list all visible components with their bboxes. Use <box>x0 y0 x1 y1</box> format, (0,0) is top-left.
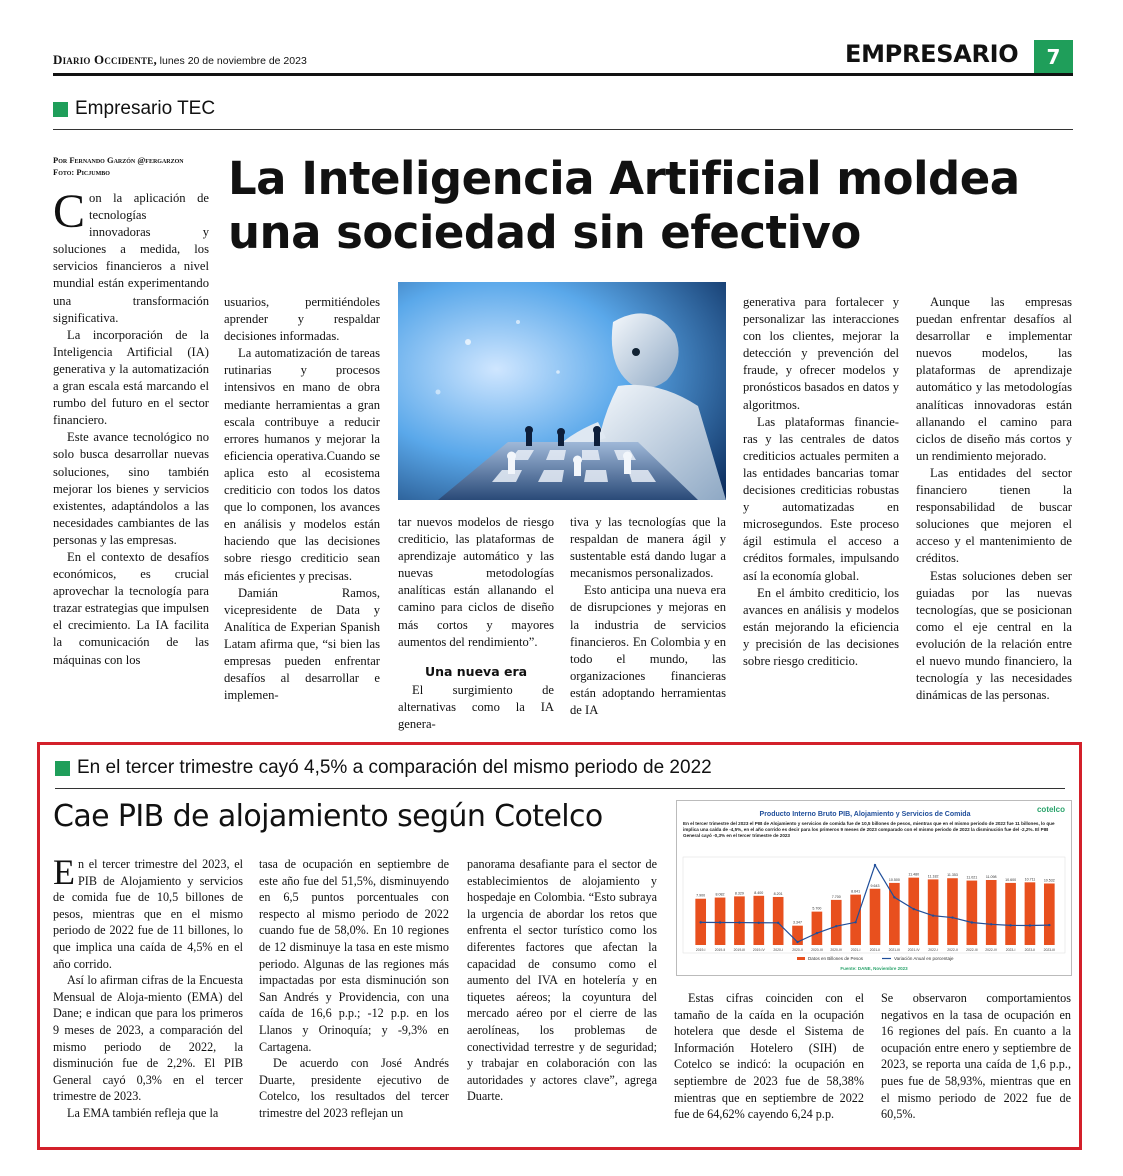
chart-line-point <box>932 914 934 916</box>
chart-bar <box>850 895 861 945</box>
chart-line-point <box>854 921 856 923</box>
column-paragraph: panorama desafiante para el sector de establecimientos de alojamiento y hospedaje en Colombia. “Esto subraya la urgencia de abordar los retos que enfrenta el sector turístico como los diferentes factores que afectan la capacidad de consumo como el aumento del IVA en hotelería y en tiquetes aéreos; la coyuntura del mercado aéreo por el cierre de las aerolíneas, los problemas de conectividad terrestre y de seguridad; y trabajar en colaboración con las autoridades y actores clave”, agrega Duarte. <box>467 857 657 1104</box>
section-label <box>53 98 215 120</box>
chart-bar <box>1005 883 1016 945</box>
x-tick-label: 2023-I <box>1005 948 1016 952</box>
green-square-icon <box>53 102 68 117</box>
chart-line-point <box>893 896 895 898</box>
chart-line-point <box>699 921 701 923</box>
masthead-rule <box>53 73 1073 76</box>
chart-bar <box>1025 882 1036 945</box>
chart-bar <box>908 878 919 945</box>
column-paragraph: El surgimiento de alternativas como la IA genera- <box>398 682 554 732</box>
column-paragraph: Damián Ramos, vicepresidente de Data y Analítica de Experian Spanish Latam afirma que, “si bien las empresas pueden enfrentar desafíos al desarrollar e implemen- <box>224 585 380 703</box>
x-tick-label: 2020-I <box>773 948 783 952</box>
x-tick-label: 2022-IV <box>985 948 998 952</box>
bar-value-label: 10.532 <box>1043 878 1055 883</box>
x-tick-label: 2020-IV <box>830 948 843 952</box>
x-tick-label: 2021-I <box>850 948 861 952</box>
chart-bar <box>734 896 745 945</box>
chart-line-point <box>777 922 779 924</box>
column-paragraph: En el ámbito crediticio, los avances en análisis y modelos están mejorando la eficiencia y precisión de las decisiones sobre riesgo crediticio. <box>743 585 899 668</box>
column-paragraph: usuarios, permitiéndoles aprender y respaldar decisiones informadas. <box>224 295 380 344</box>
chart-bar <box>715 898 726 945</box>
x-tick-label: 2021-II <box>869 948 881 952</box>
newspaper-name: Diario Occidente, <box>53 52 157 67</box>
column-paragraph: Se observaron comportamientos negativos en la tasa de ocupación en 16 regiones del país. En cuanto a la ocupación entre enero y septiembre de 2023, se reporta una caída de 1,6 p.p., pues fue de 58,93%, mientras que en el mismo periodo de 2022 fue de 60,5%. <box>881 991 1071 1122</box>
chart-bar <box>812 912 823 945</box>
article-headline <box>228 152 1073 260</box>
column-paragraph: Estas cifras coinciden con el tamaño de la caída en la ocupación hotelera que desde el Sistema de Información Hotelero (SIH) de Cotelco se indicó: la ocupación en septiembre de 2023 fue de 58,38% mientras que en septiembre de 2022 fue de 64,62% cayendo 6,24 p.p. <box>674 991 864 1122</box>
bar-value-label: 8.329 <box>734 891 744 896</box>
column-paragraph: Aunque las empresas puedan enfrentar desafíos al desarrollar e implementar nuevos modelos, las plataformas de aprendizaje automático y las metodologías analíticas innovadoras están allanando el camino para ciclos de diseño más cortos y un rendimiento mejorado. <box>916 295 1072 463</box>
column-paragraph: Esto anticipa una nueva era de disrupciones y mejoras en la industria de servicios financieros. En Colombia y en todo el mundo, las organizaciones financieras están adoptando herramientas de IA <box>570 583 726 718</box>
robot-chess-photo <box>398 282 726 500</box>
x-tick-label: 2019-II <box>714 948 726 952</box>
column-paragraph: La EMA también refleja que la <box>67 1105 219 1120</box>
chart-line-point <box>738 921 740 923</box>
chart-line-point <box>719 921 721 923</box>
drop-cap: C <box>53 190 86 238</box>
article2-column-2 <box>259 856 449 1138</box>
x-tick-label: 2020-II <box>792 948 803 952</box>
headline-line-2: una sociedad sin efectivo <box>228 206 861 259</box>
bar-value-label: 5.700 <box>812 906 822 911</box>
chart-line-point <box>874 864 876 866</box>
column-paragraph: Las plataformas financie-ras y las centrales de datos crediticios actuales permiten a las entidades bancarias tomar decisiones crediticias robustas y automatizadas en microsegundos. Este proceso ágil estimula el acceso a créditos formales, impulsando así la economía global. <box>743 414 899 583</box>
article2-column-4 <box>674 990 864 1138</box>
x-tick-label: 2023-II <box>1024 948 1036 952</box>
article2-headline: Cae PIB de alojamiento según Cotelco <box>53 799 603 834</box>
x-tick-label: 2022-I <box>928 948 938 952</box>
chart-line-point <box>951 916 953 918</box>
bar-value-label: 11.098 <box>985 874 997 879</box>
column-paragraph: Las entidades del sector financiero tienen la responsabilidad de buscar soluciones que mejoren el acceso y el mantenimiento de créditos. <box>916 465 1072 566</box>
bar-value-label: 11.021 <box>966 875 978 880</box>
article2-kicker-text: En el tercer trimestre cayó 4,5% a comparación del mismo periodo de 2022 <box>77 757 712 778</box>
chart-line-point <box>971 921 973 923</box>
bar-value-label: 8.641 <box>851 889 861 894</box>
chart-bar <box>870 889 881 945</box>
drop-cap: E <box>53 856 75 892</box>
subheading: Una nueva era <box>424 663 528 679</box>
column-paragraph: Así lo afirman cifras de la Encuesta Mensual de Aloja-miento (EMA) del Dane; e indican que para los primeros 9 meses de 2023, a comparación del mismo periodo de 2022, la disminución fue de 2,2%. El PIB General cayó 0,3% en el tercer trimestre de 2023. <box>53 973 243 1104</box>
bar-value-label: 10.500 <box>888 877 900 882</box>
column-paragraph: La automatización de tareas rutinarias y procesos intensivos en mano de obra mediante herramientas a gran escala contribuye a reducir errores humanos y mejorar la eficiencia operativa.Cuando se aplica esto al ecosistema crediticio con todos los datos que lo componen, los avances en análisis y modelos están haciendo que las decisiones sobre riesgo crediticio sean más eficientes y precisas. <box>224 346 380 583</box>
bar-value-label: 11.353 <box>947 873 958 878</box>
chart-line-point <box>758 922 760 924</box>
chart-logo: cotelco <box>1036 805 1065 814</box>
section-title: EMPRESARIO <box>845 40 1019 68</box>
bar-value-label: 10.600 <box>1005 877 1017 882</box>
x-tick-label: 2022-II <box>947 948 958 952</box>
chart-bar <box>967 881 978 945</box>
bar-value-label: 11.182 <box>927 874 939 879</box>
column-paragraph: tiva y las tecnologías que la respaldan de manera ágil y sustentable está dando lugar a mecanismos personalizados. <box>570 515 726 581</box>
column-paragraph: Estas soluciones deben ser guiadas por las nuevas tecnologías, que se posicionan como el eje central en la evolución de la relación entre el nuevo mundo financiero, la tecnología y las necesidades dinámicas de las personas. <box>916 568 1072 703</box>
chart-line-point <box>1048 924 1050 926</box>
page-number: 7 <box>1034 40 1073 73</box>
chart-bar <box>753 896 764 945</box>
chart-line-point <box>796 941 798 943</box>
column-paragraph: De acuerdo con José Andrés Duarte, presidente ejecutivo de Cotelco, los resultados del tercer trimestre del 2023 reflejan un <box>259 1056 449 1120</box>
chart-line-point <box>1009 924 1011 926</box>
x-tick-label: 2022-III <box>966 948 978 952</box>
issue-date: lunes 20 de noviembre de 2023 <box>159 55 307 67</box>
bar-value-label: 8.201 <box>773 891 783 896</box>
column-paragraph: En el contexto de desafíos económicos, es crucial aprovechar la tecnología para trazar estrategias que impulsen el crecimiento. La IA facilita la comunicación de las máquinas con los <box>53 549 209 667</box>
column-paragraph: Con la aplicación de tecnologías innovadoras y soluciones a medida, los servicios financieros a nivel mundial están experimentando una transformación significativa. <box>53 190 209 325</box>
bar-value-label: 11.480 <box>908 872 920 877</box>
masthead-left <box>53 52 307 68</box>
article2-kicker <box>55 757 712 779</box>
chart-bar <box>773 897 784 945</box>
chart-bar <box>831 900 842 945</box>
section-label-text: Empresario TEC <box>75 98 216 119</box>
chart-caption-box <box>683 821 1065 853</box>
chart-bar <box>1044 884 1055 946</box>
column-paragraph: En el tercer trimestre del 2023, el PIB de Alojamiento y servicios de comida fue de 10,5 billones de pesos, mientras que en el mismo periodo de 2022 fue de 11 billones, lo que implica una caída de 4,5% en el año corrido. <box>53 856 243 971</box>
chart-line-point <box>1029 924 1031 926</box>
robot-chess-illustration <box>398 282 726 500</box>
gdp-chart-svg <box>677 801 1071 975</box>
x-tick-label: 2019-IV <box>752 948 765 952</box>
column-paragraph: La incorporación de la Inteligencia Artificial (IA) generativa y la automatización a gran escala está marcando el rumbo del futuro en el sector financiero. <box>53 327 209 428</box>
column-paragraph: Este avance tecnológico no solo busca desarrollar nuevas soluciones, sino también mejorar los bienes y servicios existentes, adaptándolos a las necesidades cambiantes de las personas y las empresas. <box>53 430 209 547</box>
chart-line-point <box>913 908 915 910</box>
legend-label-line: Variación Anual en porcentaje <box>894 956 954 961</box>
article2-rule <box>55 788 1065 789</box>
chart-caption: En el tercer trimestre del 2023 el PIB de Alojamiento y servicios de comida fue de 10,5 billones de pesos, mientras que en el mismo periodo de 2022 fue 11 billones, lo que implica una caída de -4,5%, en el año corrido es decir para los primeros 9 meses de 2023 comparado con el mismo periodo de 2022 la disminución fue del -2,2%. El PIB General cayó -0,3% en el tercer trimestre de 2023 <box>683 821 1055 838</box>
x-tick-label: 2019-III <box>733 948 746 952</box>
article-column-5 <box>743 294 899 738</box>
headline-line-1: La Inteligencia Artificial moldea <box>228 152 1020 205</box>
chart-bar <box>947 878 958 945</box>
chart-bar <box>986 880 997 945</box>
bar-value-label: 8.400 <box>754 890 764 895</box>
byline <box>53 155 213 177</box>
chart-line-point <box>990 923 992 925</box>
x-tick-label: 2021-IV <box>907 948 920 952</box>
bar-value-label: 3.347 <box>793 920 803 925</box>
article-column-1 <box>53 190 209 738</box>
chart-title: Producto Interno Bruto PIB, Alojamiento y Servicios de Comida <box>759 811 971 818</box>
green-square-icon <box>55 761 70 776</box>
chart-source: Fuente: DANE, Noviembre 2023 <box>840 966 908 971</box>
article-column-3 <box>398 514 554 738</box>
x-tick-label: 2019-I <box>695 948 706 952</box>
bar-value-label: 7.900 <box>696 893 706 898</box>
x-tick-label: 2023-III <box>1043 948 1056 952</box>
column-paragraph: generativa para fortalecer y personalizar las interacciones con los clientes, mejorar la detección y prevención del fraude, y ofrecer modelos y pronósticos basados en datos y algoritmos. <box>743 295 899 412</box>
article-column-2 <box>224 294 380 738</box>
bar-value-label: 8.082 <box>715 892 725 897</box>
gdp-chart <box>676 800 1072 976</box>
chart-line-point <box>835 925 837 927</box>
bar-value-label: 9.643 <box>870 883 880 888</box>
section-rule <box>53 129 1073 130</box>
column-paragraph: tasa de ocupación en septiembre de este año fue del 51,5%, disminuyendo en 6,5 puntos porcentuales con respecto al mismo periodo de 2022 cuando fue de 58,0%. En 10 regiones de 12 disminuye la tasa en este mismo periodo. Algunas de las regiones más impactadas por esta disminución son San Andrés y Providencia, con una caída de 16,6 p.p.; -12 p.p. en los Llanos y Orinoquía; y -9,3% en Cartagena. <box>259 857 449 1054</box>
chart-legend <box>797 956 954 961</box>
article2-column-1 <box>53 856 243 1138</box>
column-paragraph: tar nuevos modelos de riesgo crediticio, las plataformas de aprendizaje automático y las nuevas metodologías analíticas están allanando el camino para ciclos de diseño más cortos y mayores aumentos del rendimiento”. <box>398 515 554 649</box>
photo-credit: Foto: Picjumbo <box>53 167 110 177</box>
bar-value-label: 7.700 <box>831 894 841 899</box>
legend-label-bars: Datos en Billones de Pesos <box>808 956 864 961</box>
x-tick-label: 2020-III <box>811 948 823 952</box>
x-tick-label: 2021-III <box>888 948 901 952</box>
legend-swatch-bars <box>797 957 805 960</box>
article-column-6 <box>916 294 1072 738</box>
bar-value-label: 10.711 <box>1024 877 1036 882</box>
article2-column-3 <box>467 856 657 1138</box>
chart-line-point <box>816 932 818 934</box>
chart-bar <box>928 879 939 945</box>
article2-column-5 <box>881 990 1071 1138</box>
article-column-4 <box>570 514 726 738</box>
author-credit: Por Fernando Garzón @fergarzon <box>53 155 184 165</box>
